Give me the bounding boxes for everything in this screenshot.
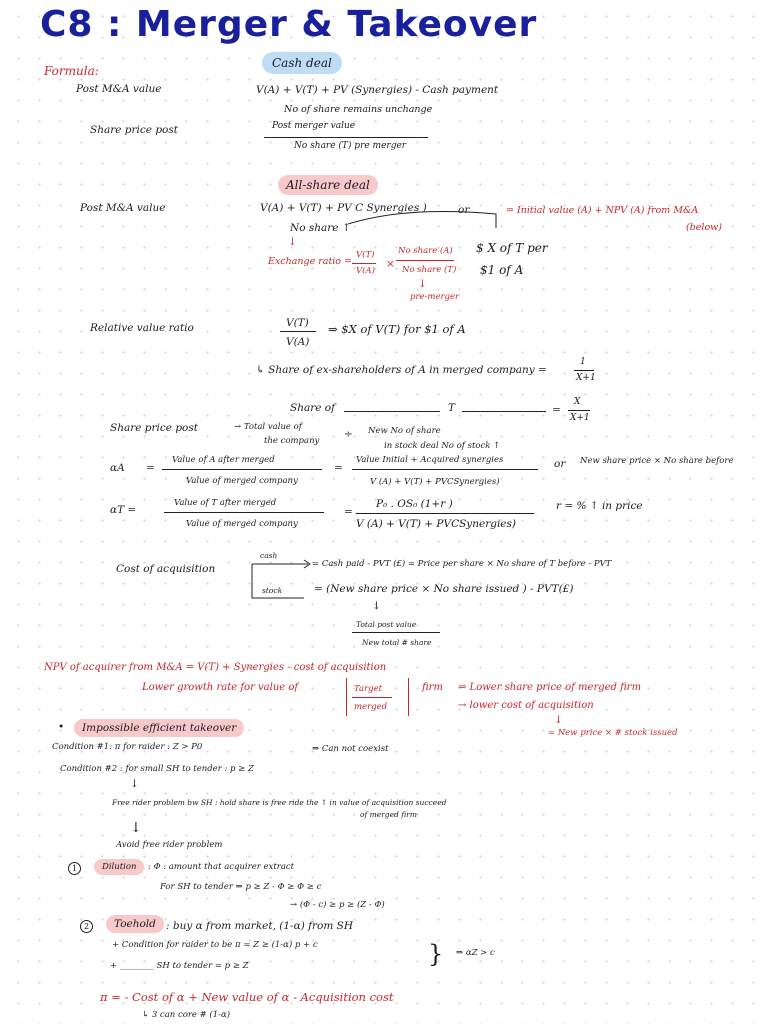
- underline: [352, 697, 392, 698]
- blank-line: [344, 411, 440, 412]
- down-arrow: ↓: [130, 778, 139, 790]
- fraction-bar: [396, 260, 454, 261]
- equals-sign: =: [552, 404, 561, 416]
- cash-shares-note: No of share remains unchange: [284, 104, 433, 115]
- merged-label: merged: [354, 702, 388, 712]
- times-sign: ×: [386, 258, 395, 270]
- page-title: C8 : Merger & Takeover: [40, 4, 538, 45]
- lower-share-text: ⇒ Lower share price of merged firm: [458, 682, 642, 693]
- fraction-bar: [164, 512, 324, 513]
- alpha-a-or: or: [554, 458, 566, 470]
- per-dollar-1: $ X of T per: [476, 241, 548, 255]
- all-share-post-ma-formula: V(A) + V(T) + PV C Synergies ): [260, 202, 427, 214]
- fraction-bar: [356, 513, 534, 514]
- no-share-up: No share ↑: [290, 222, 351, 234]
- alpha-t-denominator: Value of merged company: [186, 519, 298, 529]
- toehold-last: ↳ 3 can core # (1-α): [142, 1010, 231, 1020]
- cannot-coexist: ⇒ Can not coexist: [312, 744, 389, 754]
- fraction-bar: [352, 263, 376, 264]
- alpha-t-eq2: =: [344, 506, 353, 518]
- cash-share-price-numerator: Post merger value: [272, 121, 356, 131]
- brace-arrow: [346, 202, 506, 232]
- exchange-ratio-label: Exchange ratio =: [268, 256, 352, 267]
- dilution-heading: [94, 862, 144, 872]
- relative-numerator: V(T): [286, 317, 309, 329]
- fraction-bar: [352, 632, 440, 633]
- blank-line: [462, 411, 546, 412]
- down-arrow: ↓: [288, 236, 297, 248]
- npv-line: NPV of acquirer from M&A = V(T) + Synergies - cost of acquisition: [44, 662, 387, 673]
- target-label: Target: [354, 684, 383, 694]
- cash-label: cash: [260, 551, 278, 560]
- share-ex-numerator: 1: [580, 357, 586, 367]
- impossible-label: Impossible efficient takeover: [74, 719, 244, 737]
- fraction-bar: [574, 370, 594, 371]
- pre-merger-note: pre-merger: [410, 292, 460, 302]
- toehold-cond-raider: + Condition for raider to be π = Z ≥ (1-α) p + c: [112, 940, 318, 950]
- toehold-text: : buy α from market, (1-α) from SH: [166, 920, 354, 932]
- all-share-post-ma-label: Post M&A value: [80, 202, 166, 214]
- down-arrow: ↓: [418, 278, 427, 290]
- free-rider-text: Free rider problem bw SH : hold share is free ride the ↑ in value of acquisition succeed: [112, 798, 447, 807]
- er-numerator: V(T): [356, 250, 375, 260]
- bracket: [248, 552, 320, 604]
- fraction-bar: [162, 469, 322, 470]
- all-share-alt-formula: = Initial value (A) + NPV (A) from M&A: [506, 205, 699, 216]
- dilution-cond: → (Φ - c) ≥ p ≥ (Z - Φ): [290, 900, 385, 910]
- dilution-for-sh: For SH to tender ⇒ p ≥ Z - Φ ≥ Φ ≥ c: [160, 882, 322, 892]
- toehold-label: Toehold: [106, 915, 164, 933]
- cash-share-price-denominator: No share (T) pre merger: [294, 141, 407, 151]
- alpha-t-numerator: Value of T after merged: [174, 498, 277, 508]
- lower-cost-text: → lower cost of acquisition: [458, 700, 594, 711]
- divider: [408, 678, 409, 716]
- toehold-result: ⇒ αZ > c: [456, 948, 495, 958]
- toehold-circle: 2: [80, 920, 93, 933]
- new-price-text: = New price × # stock issued: [548, 728, 678, 738]
- alpha-a-alt: New share price × No share before: [580, 456, 734, 466]
- alpha-a-numerator-2: Value Initial + Acquired synergies: [356, 455, 504, 465]
- avoid-free-rider: Avoid free rider problem: [116, 840, 223, 850]
- ns-numerator: No share (A): [398, 246, 453, 256]
- total-post-value: Total post value: [356, 620, 417, 629]
- share-ex-text: ↳ Share of ex-shareholders of A in merged company =: [256, 364, 547, 376]
- fraction-bar: [352, 469, 538, 470]
- share-of-label: Share of: [290, 402, 335, 414]
- all-share-heading: [278, 178, 378, 192]
- alpha-a-numerator: Value of A after merged: [172, 455, 275, 465]
- all-share-alt-note: (below): [686, 222, 723, 233]
- alpha-t-symbol: αT =: [110, 504, 137, 516]
- dilution-label: Dilution: [94, 859, 144, 875]
- new-no-share: New No of share: [368, 426, 441, 436]
- alpha-t-r-note: r = % ↑ in price: [556, 500, 643, 512]
- toehold-pi: π = - Cost of α + New value of α - Acquisition cost: [100, 990, 394, 1004]
- fraction-bar: [264, 137, 428, 138]
- alpha-t-numerator-2: P₀ . OS₀ (1+r ): [376, 498, 453, 510]
- cash-post-ma-formula: V(A) + V(T) + PV (Synergies) - Cash payment: [256, 84, 499, 96]
- new-total-share: New total # share: [362, 638, 432, 647]
- er-denominator: V(A): [356, 266, 375, 276]
- condition-2: Condition #2 : for small SH to tender : p ≥ Z: [60, 764, 254, 774]
- dilution-number: [68, 862, 81, 875]
- down-arrow: ↓: [372, 600, 381, 612]
- relative-rhs: ⇒ $X of V(T) for $1 of A: [328, 322, 466, 336]
- divide-sign: ÷: [344, 428, 353, 440]
- formula-label: Formula:: [44, 64, 99, 78]
- alpha-a-denominator-2: V (A) + V(T) + PVCSynergies): [370, 477, 500, 487]
- dilution-circle: 1: [68, 862, 81, 875]
- share-of-mid: T: [448, 402, 456, 414]
- cash-formula: = Cash paid - PVT (£) = Price per share × No share of T before - PVT: [312, 559, 612, 569]
- toehold-heading: [106, 918, 164, 930]
- condition-1: Condition #1: π for raider : Z > P0: [52, 742, 203, 752]
- dilution-text: : Φ : amount that acquirer extract: [148, 862, 295, 872]
- toehold-number: [80, 920, 93, 933]
- alpha-a-eq2: =: [334, 462, 343, 474]
- stock-label: stock: [262, 586, 283, 595]
- cash-share-price-label: Share price post: [90, 124, 178, 136]
- brace: }: [428, 940, 444, 968]
- alpha-t-denominator-2: V (A) + V(T) + PVCSynergies): [356, 518, 517, 530]
- toehold-cond-sh: + ________ SH to tender = p ≥ Z: [110, 961, 249, 971]
- total-value-text-2: the company: [264, 436, 320, 446]
- bullet: •: [58, 721, 65, 733]
- stock-deal-note: in stock deal No of stock ↑: [384, 441, 501, 451]
- ns-denominator: No share (T): [402, 265, 457, 275]
- down-arrow: ↓: [130, 820, 142, 836]
- lower-growth-text: Lower growth rate for value of: [142, 682, 299, 693]
- down-arrow: ↓: [554, 714, 563, 726]
- share-price-post-label: Share price post: [110, 422, 198, 434]
- per-dollar-2: $1 of A: [480, 263, 524, 277]
- alpha-a-symbol: αA: [110, 462, 125, 474]
- alpha-a-eq: =: [146, 462, 155, 474]
- or-text: or: [458, 204, 470, 216]
- all-share-label: All-share deal: [278, 175, 378, 195]
- fraction-bar: [568, 410, 590, 411]
- cash-deal-heading: [262, 56, 342, 70]
- share-of-numerator: X: [574, 397, 581, 407]
- relative-value-label: Relative value ratio: [90, 322, 194, 334]
- stock-formula: = (New share price × No share issued ) - PVT(£): [314, 583, 574, 595]
- divider: [346, 678, 347, 716]
- cash-post-ma-label: Post M&A value: [76, 83, 162, 95]
- total-value-text-1: → Total value of: [234, 422, 302, 432]
- impossible-heading: [74, 722, 244, 734]
- fraction-bar: [280, 331, 316, 332]
- of-merged-firm: of merged firm: [360, 810, 417, 819]
- cash-deal-label: Cash deal: [262, 52, 342, 74]
- cost-acquisition-label: Cost of acquisition: [116, 563, 216, 575]
- share-of-denominator: X+1: [570, 413, 590, 423]
- firm-label: firm: [422, 682, 443, 693]
- share-ex-denominator: X+1: [576, 373, 596, 383]
- alpha-a-denominator: Value of merged company: [186, 476, 298, 486]
- relative-denominator: V(A): [286, 336, 310, 348]
